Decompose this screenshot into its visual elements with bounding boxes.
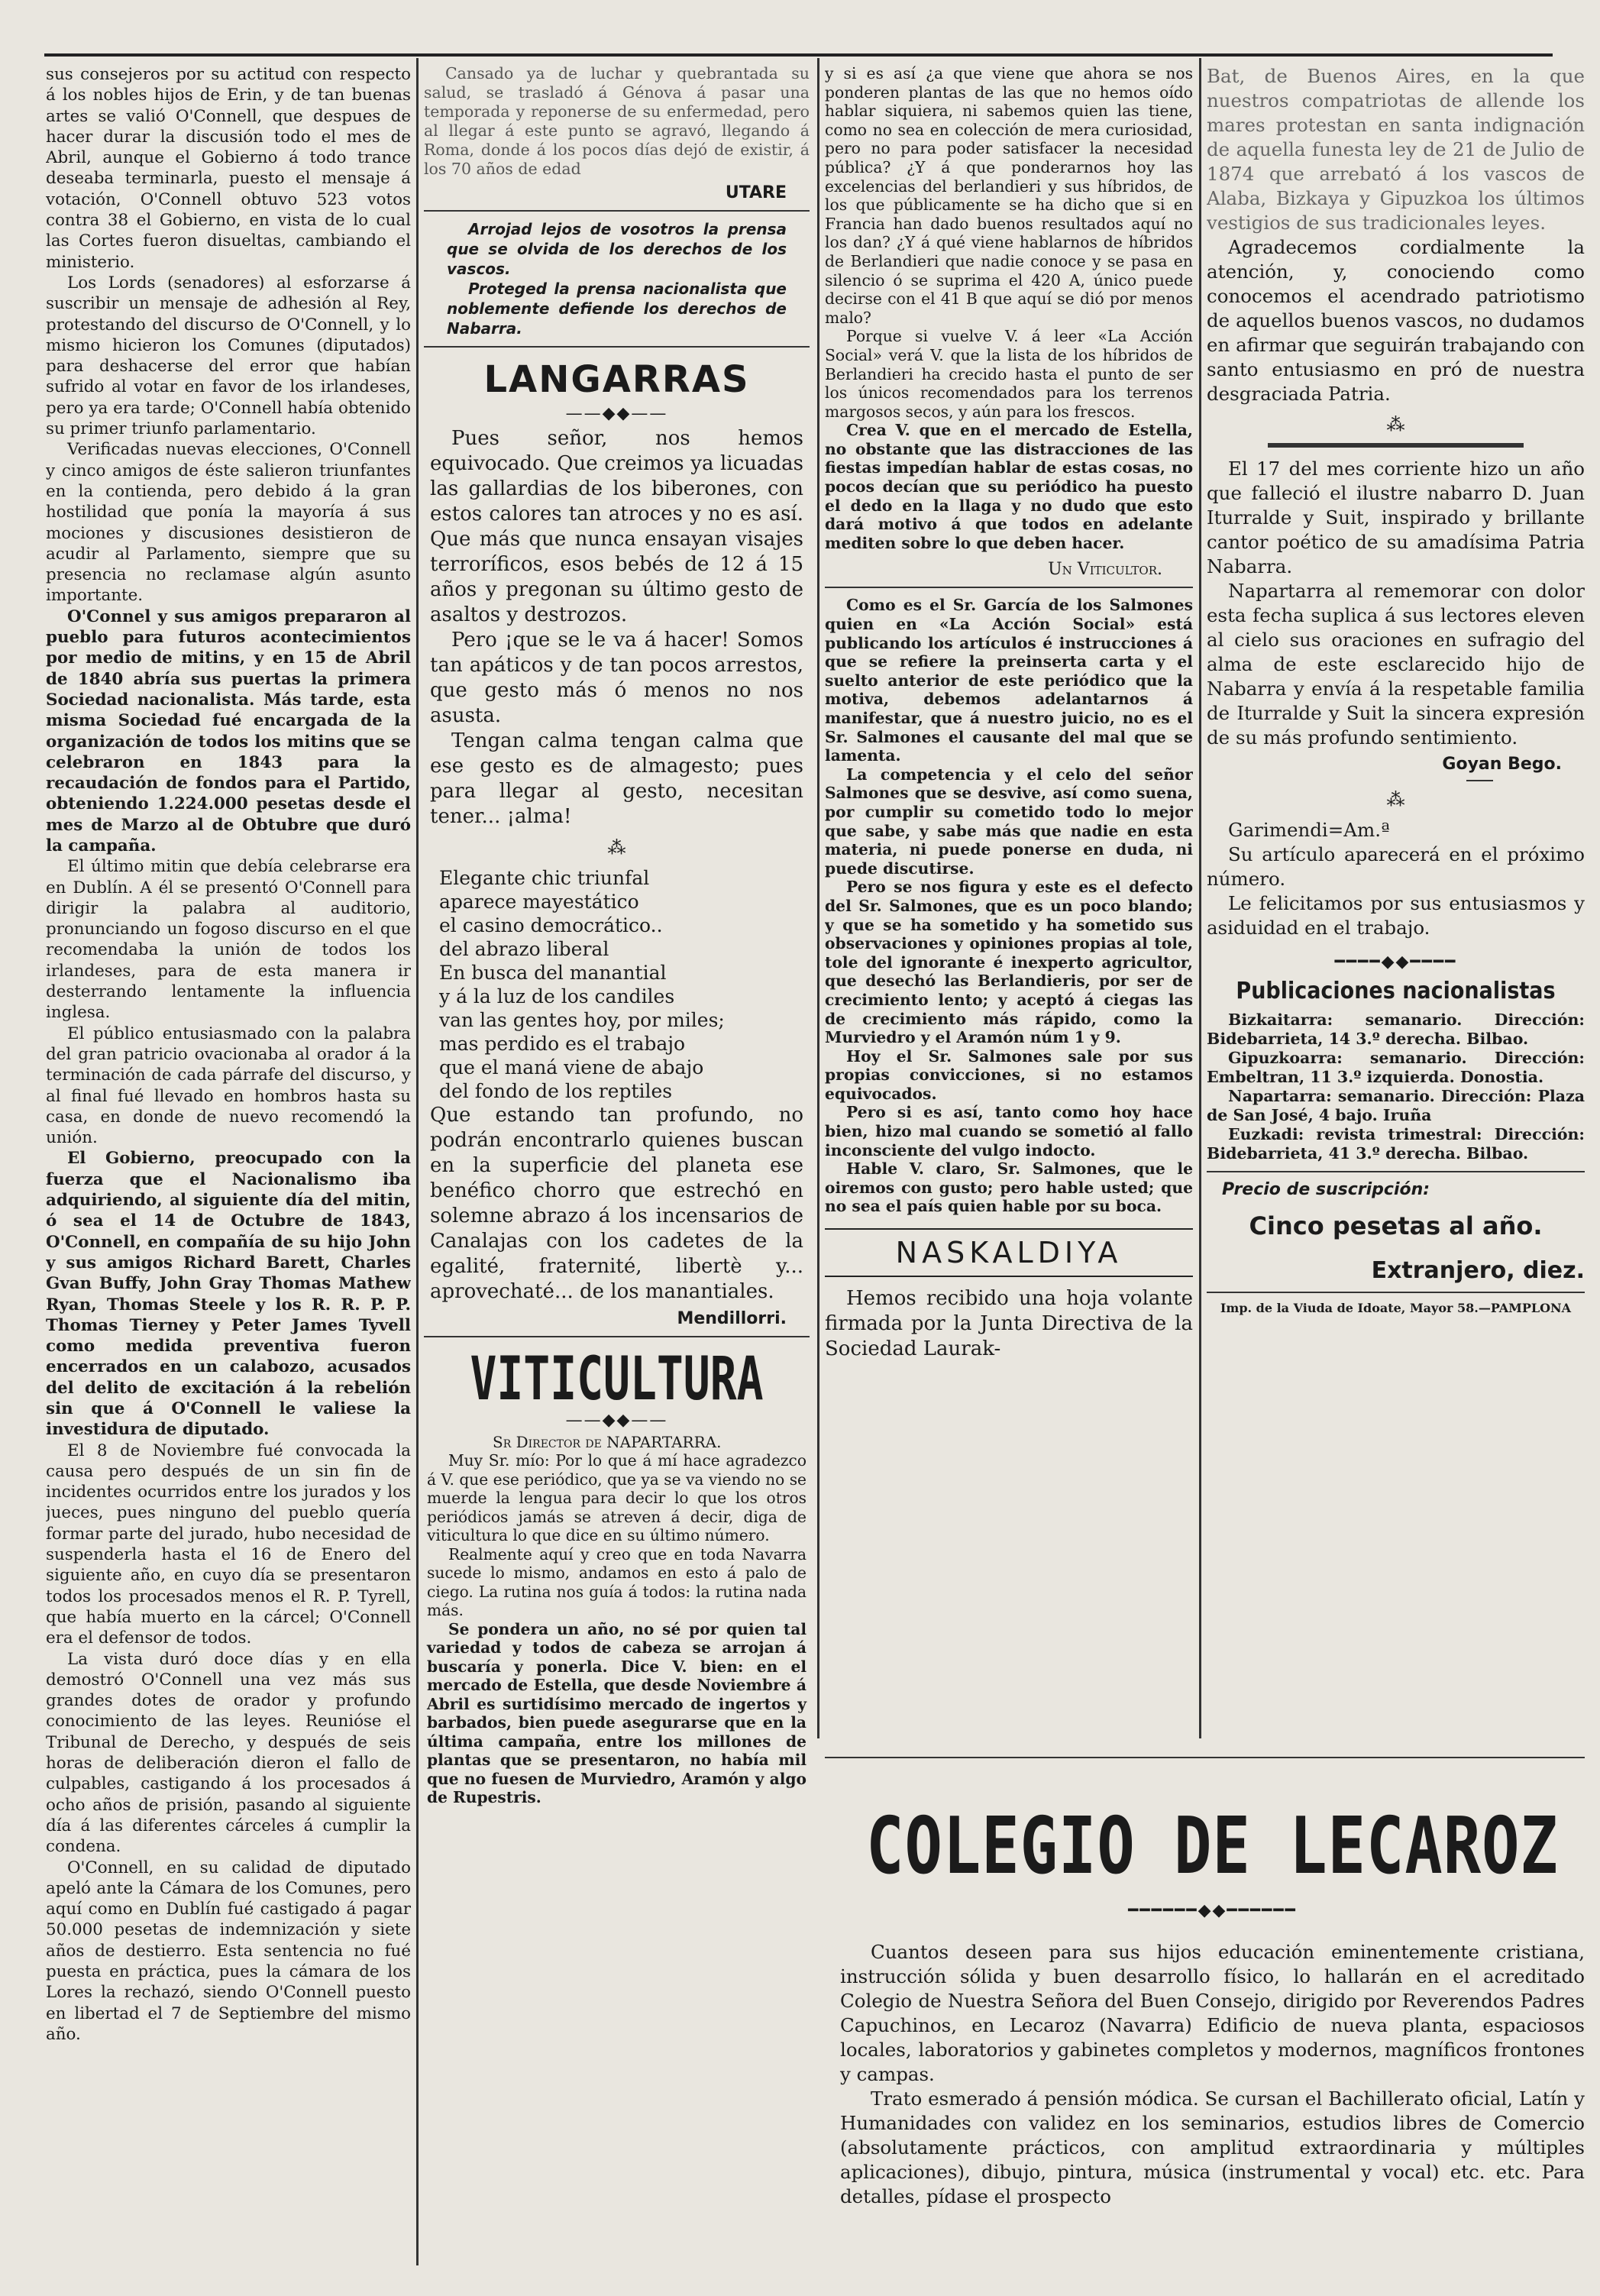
poem-line: y á la luz de los candiles xyxy=(439,985,675,1007)
col4-paragraph: Garimendi=Am.ª xyxy=(1228,819,1390,841)
column-divider-2 xyxy=(817,58,819,1738)
section-stars: ⁂ xyxy=(607,837,626,859)
col1-paragraph: El 8 de Noviembre fué convocada la causa pero después de un sin fin de incidentes ocurridos entre los jurados y los jueces, pues ninguno del pueblo quería formar parte del jurado, hubo necesidad de suspenderla hasta el 16 de Enero del siguiente año, en cuyo día se presentaron todos los procesados menos el R. P. Tyrell, que había muerto en la cárcel; O'Connell era el defensor de todos. xyxy=(46,1441,411,1648)
col1-paragraph: Los Lords (senadores) al esforzarse á suscribir un mensaje de adhesión al Rey, protestando del discurso de O'Connell, y lo mismo hicieron los Comunes (diputados) para deshacerse del error que habían sufrido al votar en favor de los irlandeses, pero ya era tarde; O'Connell había obtenido su primer triunfo parlamentario. xyxy=(46,273,411,439)
poem-line: van las gentes hoy, por miles; xyxy=(439,1009,725,1031)
ornament: ━━━━◆◆━━━━ xyxy=(1334,952,1457,972)
divider xyxy=(1268,443,1524,448)
press-note-2: Proteged la prensa nacionalista que noblemente defiende los derechos de Nabarra. xyxy=(447,280,787,338)
viticultor-signature: Un Viticultor. xyxy=(1048,560,1162,580)
col1-paragraph: El Gobierno, preocupado con la fuerza que el Nacionalismo iba adquiriendo, al siguiente día del mitin, ó sea el 14 de Octubre de 1843, O'Connell, en compañía de su hijo John y sus amigos Richard Barett, Charles Gvan Buffy, John Gray Thomas Mathew Ryan, Thomas Steele y los R. R. P. P. Thomas Tierney y Peter James Tyvell como medida preventiva fueron encerrados en un calabozo, acusados del delito de excitación á la rebelión sin que á O'Connell le valiese la investidura de diputado. xyxy=(46,1149,411,1440)
subscription-abroad: Extranjero, diez. xyxy=(1371,1257,1585,1284)
publication-entry: Gipuzkoarra: semanario. Dirección: Embeltran, 11 3.º izquierda. Donostia. xyxy=(1207,1049,1585,1086)
imprint: Imp. de la Viuda de Idoate, Mayor 58.—PAMPLONA xyxy=(1220,1301,1572,1315)
col1-paragraph: sus consejeros por su actitud con respecto á los nobles hijos de Erin, y de tan buenas artes se valió O'Connell, que despues de hacer durar la discusión todo el mes de Abril, aunque el Gobierno á todo trance deseaba terminarla, puesto el mensaje á votación, O'Connell obtuvo 523 votos contra 38 el Gobierno, en vista de lo cual las Cortes fueron disueltas, cambiando el ministerio. xyxy=(46,65,411,272)
subscription-label: Precio de suscripción: xyxy=(1222,1180,1430,1199)
colegio-title: COLEGIO DE LECAROZ xyxy=(866,1801,1559,1892)
poem-line: que el maná viene de abajo xyxy=(439,1056,704,1078)
col3-paragraph: Crea V. que en el mercado de Estella, no obstante que las distracciones de las fiestas impedían hablar de estas cosas, no pocos decían que su periódico ha puesto el dedo en la llaga y no dudo que esto dará motivo á que todos en adelante mediten sobre lo que deben hacer. xyxy=(825,421,1193,552)
col4-paragraph: Su artículo aparecerá en el próximo número. xyxy=(1207,843,1585,890)
divider xyxy=(424,210,810,212)
divider xyxy=(424,346,810,348)
langarras-title: LANGARRAS xyxy=(483,358,750,401)
publications-title: Publicaciones nacionalistas xyxy=(1236,978,1556,1004)
col3-paragraph: Porque si vuelve V. á leer «La Acción Social» verá V. que la lista de los híbridos de Berlandieri ha crecido hasta el punto de ser los únicos recomendados para los terrenos margosos secos, y aún para los frescos. xyxy=(825,327,1193,421)
col1-paragraph: La vista duró doce días y en ella demostró O'Connell una vez más sus grandes dotes de orador y profundo conocimiento de las leyes. Reunióse el Tribunal de Derecho, y después de seis horas de deliberación dieron el fallo de culpables, castigando á los procesados á ocho años de prisión, pasando al siguiente día á las diferentes cárceles á cumplir la condena. xyxy=(46,1649,411,1857)
naskaldiya-title: NASKALDIYA xyxy=(825,1228,1193,1277)
col3-paragraph: Como es el Sr. García de los Salmones quien en «La Acción Social» está publicando los artículos é instrucciones á que se refiere la preinserta carta y el suelto anterior de este periódico que la motiva, debemos adelantarnos á manifestar, que á nuestro juicio, no es el Sr. Salmones el causante del mal que se lamenta. xyxy=(825,596,1193,765)
col3-paragraph: La competencia y el celo del señor Salmones que se desvive, así como suena, por cumplir su cometido todo lo mejor que sabe, y sabe más que nadie en esta materia, ni puede ponerse en duda, ni puede discutirse. xyxy=(825,765,1193,878)
poem-line: el casino democrático.. xyxy=(439,914,663,936)
divider xyxy=(1466,780,1493,781)
column-divider-3 xyxy=(1199,58,1201,1738)
intro-signature: UTARE xyxy=(725,183,787,202)
poem-line: del abrazo liberal xyxy=(439,938,609,960)
viticultura-paragraph: Realmente aquí y creo que en toda Navarra sucede lo mismo, andamos en esto á palo de ciego. La rutina nos guía á todos: la rutina nada más. xyxy=(427,1544,806,1619)
publication-entry: Bizkaitarra: semanario. Dirección: Bidebarrieta, 14 3.º derecha. Bilbao. xyxy=(1207,1011,1585,1048)
column-1 xyxy=(46,64,411,2287)
langarras-paragraph: Que estando tan profundo, no podrán encontrarlo quienes buscan en la superficie del planeta ese benéfico chorro que estrechó en solemne abrazo á los incensarios de Canalajas con los cadetes de la egalité, fraternité, libertè y... aprovechaté... de los manantiales. xyxy=(430,1104,803,1303)
section-stars: ⁂ xyxy=(1386,789,1405,810)
langarras-signature: Mendillorri. xyxy=(677,1309,787,1328)
divider xyxy=(1207,1292,1585,1293)
langarras-paragraph: Pues señor, nos hemos equivocado. Que creimos ya licuadas las gallardias de los biberones, con estos calores tan atroces y no es así. Que más que nunca ensayan visajes terroríficos, esos bebés de 12 á 15 años y pregonan su último gesto de asaltos y destrozos. xyxy=(430,427,803,626)
col3-paragraph: Pero si es así, tanto como hoy hace bien, hizo mal cuando se sometió al fallo inconsciente del vulgo indocto. xyxy=(825,1103,1193,1159)
colegio-paragraph: Trato esmerado á pensión módica. Se cursan el Bachillerato oficial, Latín y Humanidades con validez en los seminarios, estudios libres de Comercio (absolutamente prácticos, con amplitud extraordinaria y múltiples aplicaciones), dibujo, pintura, música (instrumental y vocal) etc. etc. Para detalles, pídase el prospecto xyxy=(840,2087,1585,2207)
col4-paragraph: Agradecemos cordialmente la atención, y, conociendo como conocemos el acendrado patriotismo de aquellos buenos vascos, no dudamos en afirmar que seguirán trabajando con santo entusiasmo en pró de nuestra desgraciada Patria. xyxy=(1207,236,1585,405)
col1-paragraph: O'Connel y sus amigos prepararon al pueblo para futuros acontecimientos por medio de mitins, y en 15 de Abril de 1840 abría sus puertas la primera Sociedad nacionalista. Más tarde, esta misma Sociedad fué encargada de la organización de todos los mitins que se celebraron en 1843 para la recaudación de fondos para el Partido, obteniendo 1.224.000 pesetas desde el mes de Marzo al de Obtubre que duró la campaña. xyxy=(46,606,411,855)
poem-line: Elegante chic triunfal xyxy=(439,867,650,889)
subscription-price: Cinco pesetas al año. xyxy=(1249,1211,1543,1240)
publication-entry: Euzkadi: revista trimestral: Dirección: Bidebarrieta, 41 3.º derecha. Bilbao. xyxy=(1207,1125,1585,1163)
col4-paragraph: Bat, de Buenos Aires, en la que nuestros compatriotas de allende los mares protestan en santa indignación de aquella funesta ley de 21 de Julio de 1874 que arrebató á los vascos de Alaba, Bizkaya y Gipuzkoa los últimos vestigios de sus tradicionales leyes. xyxy=(1207,65,1585,234)
ornament: ——◆◆—— xyxy=(565,404,668,423)
divider xyxy=(825,587,1193,588)
col4-paragraph: Le felicitamos por sus entusiasmos y asiduidad en el trabajo. xyxy=(1207,892,1585,939)
column-2 xyxy=(424,64,810,2287)
viticultura-salute: Sr Director de NAPARTARRA. xyxy=(493,1433,722,1451)
section-stars: ⁂ xyxy=(1386,414,1405,435)
viticultura-title: VITICULTURA xyxy=(470,1344,764,1414)
viticultura-paragraph: Se pondera un año, no sé por quien tal variedad y todos de cabeza se arrojan á buscaría y ponerla. Dice V. bien: en el mercado de Estella, que desde Noviembre á Abril es surtidísimo mercado de ingertos y barbados, bien puede asegurarse que en la última campaña, entre los millones de plantas que se presentaron, no había mil que no fuesen de Murviedro, Aramón y algo de Rupestris. xyxy=(427,1619,806,1806)
col1-paragraph: El público entusiasmado con la palabra del gran patricio ovacionaba al orador á la terminación de cada párrafe del discurso, y al final fué llevado en hombros hasta su casa, en donde de nuevo recomendó la unión. xyxy=(46,1023,411,1148)
col3-paragraph: y si es así ¿a que viene que ahora se nos ponderen plantas de las que no hemos oído hablar siquiera, ni sabemos quien las tiene, como no sea en colección de mera curiosidad, pero no para poder satisfacer la necesidad pública? ¿Y á que ponderarnos hoy las excelencias del berlandieri y sus híbridos, de los que públicamente se ha dicho que si en Francia han dado buenos resultados aquí no los dan? ¿Y á qué viene hablarnos de híbridos de Berlandieri que nadie conoce y se pasa en silencio ó se suprima el 420 A, único puede decirse con el 41 B que aquí se dió por menos malo? xyxy=(825,64,1193,327)
col4-paragraph: Napartarra al rememorar con dolor esta fecha suplica á sus lectores eleven al cielo sus oraciones en sufragio del alma de este esclarecido hijo de Nabarra y envía á la respetable familia de Iturralde y Suit la sincera expresión de su más profundo sentimiento. xyxy=(1207,580,1585,749)
col1-paragraph: O'Connell, en su calidad de diputado apeló ante la Cámara de los Comunes, pero aquí como en Dublín fué castigado á pagar 50.000 pesetas de indemnización y siete años de destierro. Esta sentencia no fué puesta en práctica, pues la cámara de los Lores la rechazó, siendo O'Connell puesto en libertad el 7 de Septiembre del mismo año. xyxy=(46,1858,411,2044)
ornament: ——◆◆—— xyxy=(565,1411,668,1430)
poem-line: En busca del manantial xyxy=(439,962,667,984)
ornament: ━━━━━━◆◆━━━━━━ xyxy=(1128,1901,1297,1920)
col1-paragraph: Verificadas nuevas elecciones, O'Connell y cinco amigos de éste salieron triunfantes en la contienda, pero debido á la gran hostilidad que ponía la mayoría á sus mociones y discusiones desistieron de acudir al Parlamento, siempre que su presencia no reclamase algún asunto importante. xyxy=(46,440,411,606)
col3-paragraph: Hable V. claro, Sr. Salmones, que le oiremos con gusto; pero hable usted; que no sea el país quien hable por su boca. xyxy=(825,1159,1193,1216)
colegio-body xyxy=(840,1940,1585,2209)
press-note-1: Arrojad lejos de vosotros la prensa que se olvida de los derechos de los vascos. xyxy=(447,220,787,278)
poem-line: del fondo de los reptiles xyxy=(439,1080,673,1102)
langarras-poem xyxy=(439,866,810,1103)
top-rule xyxy=(44,53,1553,57)
divider xyxy=(1207,1171,1585,1172)
col1-paragraph: El último mitin que debía celebrarse era en Dublín. A él se presentó O'Connell para dirigir la palabra al auditorio, pronunciando un fogoso discurso en el que recomendaba la unión de todos los irlandeses, para de esta manera ir desterrando lentamente la influencia inglesa. xyxy=(46,857,411,1023)
col3-paragraph: Pero se nos figura y este es el defecto del Sr. Salmones, que es un poco blando; y que se ha sometido y ha sometido sus observaciones y opiniones propias al tole, tole del ignorante é inexperto agricultor, que desechó las Berlandieris, por ser de crecimiento lento; y aceptó á ciegas las de crecimiento más rápido, como la Murviedro y el Aramón núm 1 y 9. xyxy=(825,878,1193,1047)
colegio-paragraph: Cuantos deseen para sus hijos educación eminentemente cristiana, instrucción sólida y buen desarrollo físico, lo hallarán en el acreditado Colegio de Nuestra Señora del Buen Consejo, dirigido por Reverendos Padres Capuchinos, en Lecaroz (Navarra) Edificio de nueva planta, espaciosos locales, laboratorios y gabinetes completos y modernos, magníficos frontones y campas. xyxy=(840,1941,1585,2085)
column-divider-1 xyxy=(416,58,419,2265)
publication-entry: Napartarra: semanario. Dirección: Plaza de San José, 4 bajo. Iruña xyxy=(1207,1087,1585,1124)
divider xyxy=(424,1336,810,1337)
col3-paragraph: Hoy el Sr. Salmones sale por sus propias convicciones, si no estamos equivocados. xyxy=(825,1046,1193,1103)
langarras-paragraph: Tengan calma tengan calma que ese gesto es de almagesto; pues para llegar al gesto, necesitan tener... ¡alma! xyxy=(430,729,803,828)
naskaldiya-paragraph: Hemos recibido una hoja volante firmada por la Junta Directiva de la Sociedad Laurak- xyxy=(825,1287,1193,1361)
ad-top-rule xyxy=(825,1757,1585,1758)
viticultura-paragraph: Muy Sr. mío: Por lo que á mí hace agradezco á V. que ese periódico, que ya se va viendo no se muerde la lengua para decir lo que los otros periódicos jamás se atreven á decir, diga de viticultura lo que dice en su último número. xyxy=(427,1451,807,1544)
langarras-paragraph: Pero ¡que se le va á hacer! Somos tan apáticos y de tan pocos arrestos, que gesto más ó menos no nos asusta. xyxy=(430,629,803,727)
poem-line: aparece mayestático xyxy=(439,891,639,913)
column-3 xyxy=(825,64,1193,1737)
col2-intro: Cansado ya de luchar y quebrantada su salud, se trasladó á Génova á pasar una temporada y reponerse de su enfermedad, pero al llegar á este punto se agravó, llegando á Roma, donde á los pocos días dejó de existir, á los 70 años de edad xyxy=(424,64,810,178)
poem-line: mas perdido es el trabajo xyxy=(439,1033,686,1055)
column-4 xyxy=(1207,64,1585,1745)
goyan-signature: Goyan Bego. xyxy=(1442,755,1562,774)
col4-paragraph: El 17 del mes corriente hizo un año que falleció el ilustre nabarro D. Juan Iturralde y Suit, inspirado y brillante cantor poético de su amadísima Patria Nabarra. xyxy=(1207,458,1585,577)
